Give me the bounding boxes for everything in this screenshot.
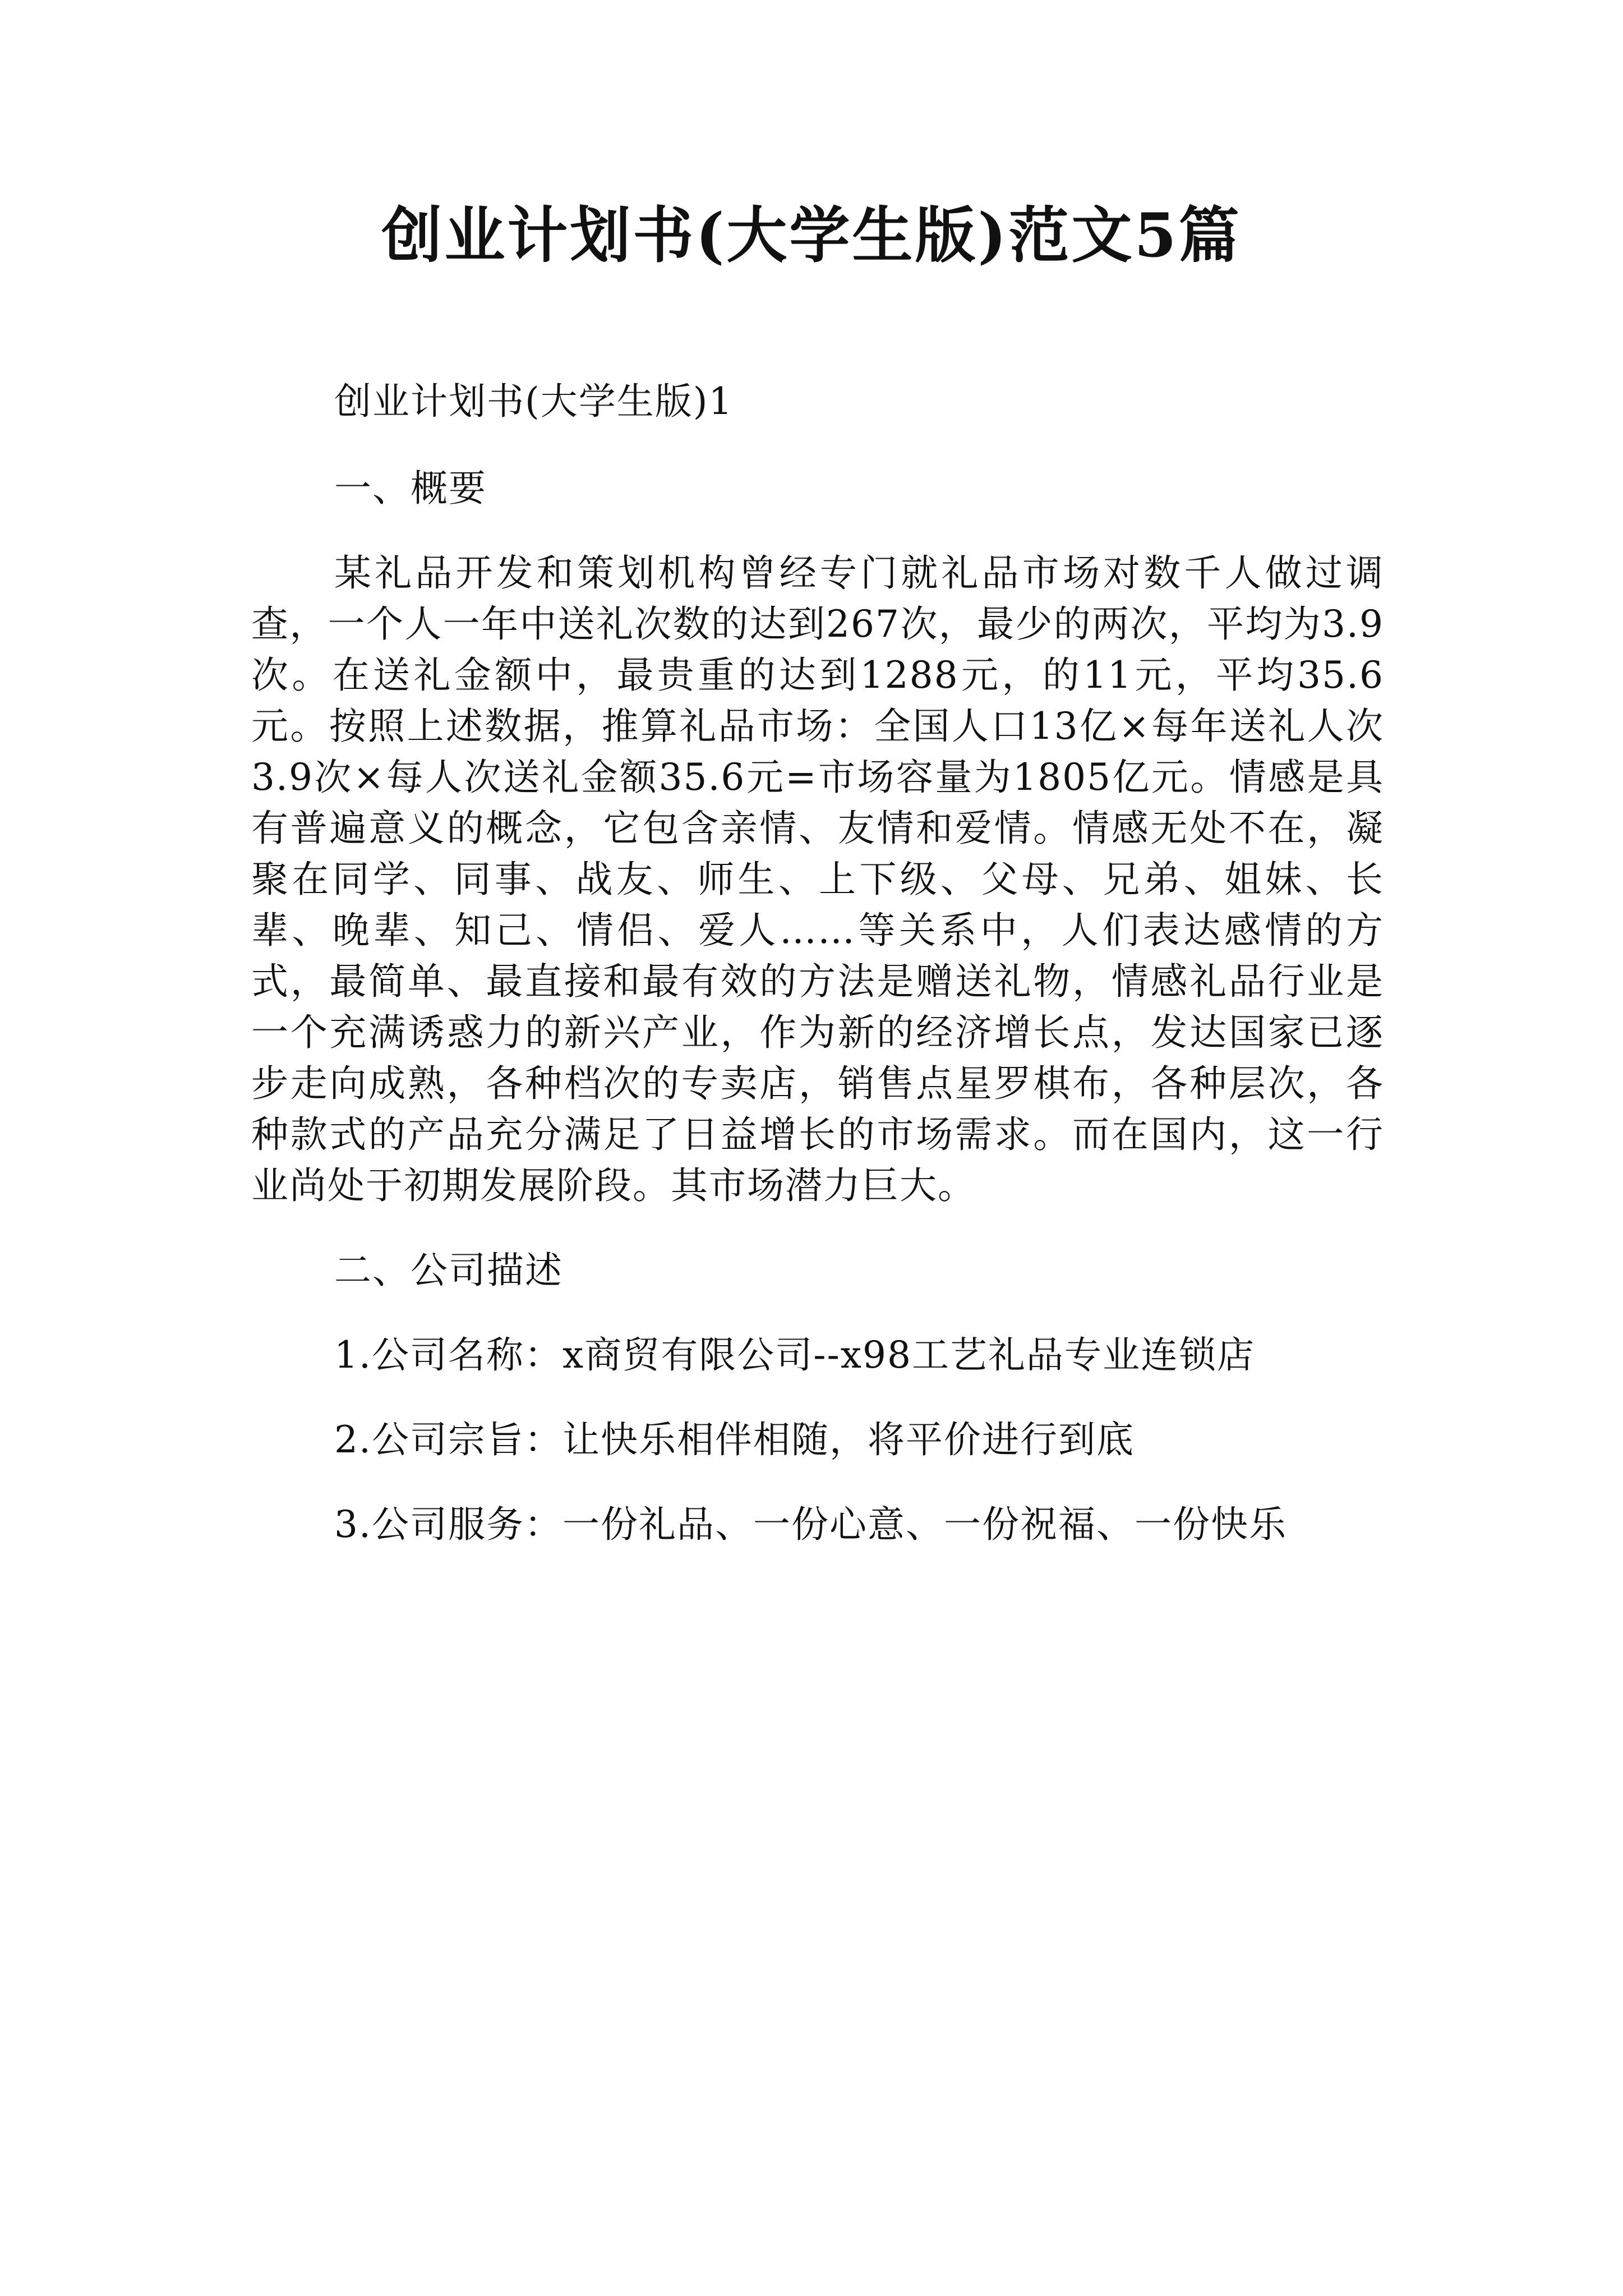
overview-paragraph: 某礼品开发和策划机构曾经专门就礼品市场对数千人做过调查，一个人一年中送礼次数的达到267次，最少的两次，平均为3.9次。在送礼金额中，最贵重的达到1288元，的11元，平均35.6元。按照上述数据，推算礼品市场：全国人口13亿×每年送礼人次3.9次×每人次送礼金额35.6元=市场容量为1805亿元。情感是具有普遍意义的概念，它包含亲情、友情和爱情。情感无处不在，凝聚在同学、同事、战友、师生、上下级、父母、兄弟、姐妹、长辈、晚辈、知己、情侣、爱人……等关系中，人们表达感情的方式，最简单、最直接和最有效的方法是赠送礼物，情感礼品行业是一个充满诱惑力的新兴产业，作为新的经济增长点，发达国家已逐步走向成熟，各种档次的专卖店，销售点星罗棋布，各种层次，各种款式的产品充分满足了日益增长的市场需求。而在国内，这一行业尚处于初期发展阶段。其市场潜力巨大。 xyxy=(251,551,1384,1207)
section-heading-company: 二、公司描述 xyxy=(334,1249,563,1292)
document-title: 创业计划书(大学生版)范文5篇 xyxy=(381,200,1242,271)
document-body xyxy=(251,376,1384,1550)
section-heading-overview: 一、概要 xyxy=(334,467,487,510)
company-mission-item: 2.公司宗旨：让快乐相伴相随，将平价进行到底 xyxy=(334,1418,1135,1461)
section-heading-plan-1: 创业计划书(大学生版)1 xyxy=(334,380,734,423)
company-name-item: 1.公司名称：x商贸有限公司--x98工艺礼品专业连锁店 xyxy=(334,1333,1255,1377)
company-service-item: 3.公司服务：一份礼品、一份心意、一份祝福、一份快乐 xyxy=(334,1503,1287,1546)
